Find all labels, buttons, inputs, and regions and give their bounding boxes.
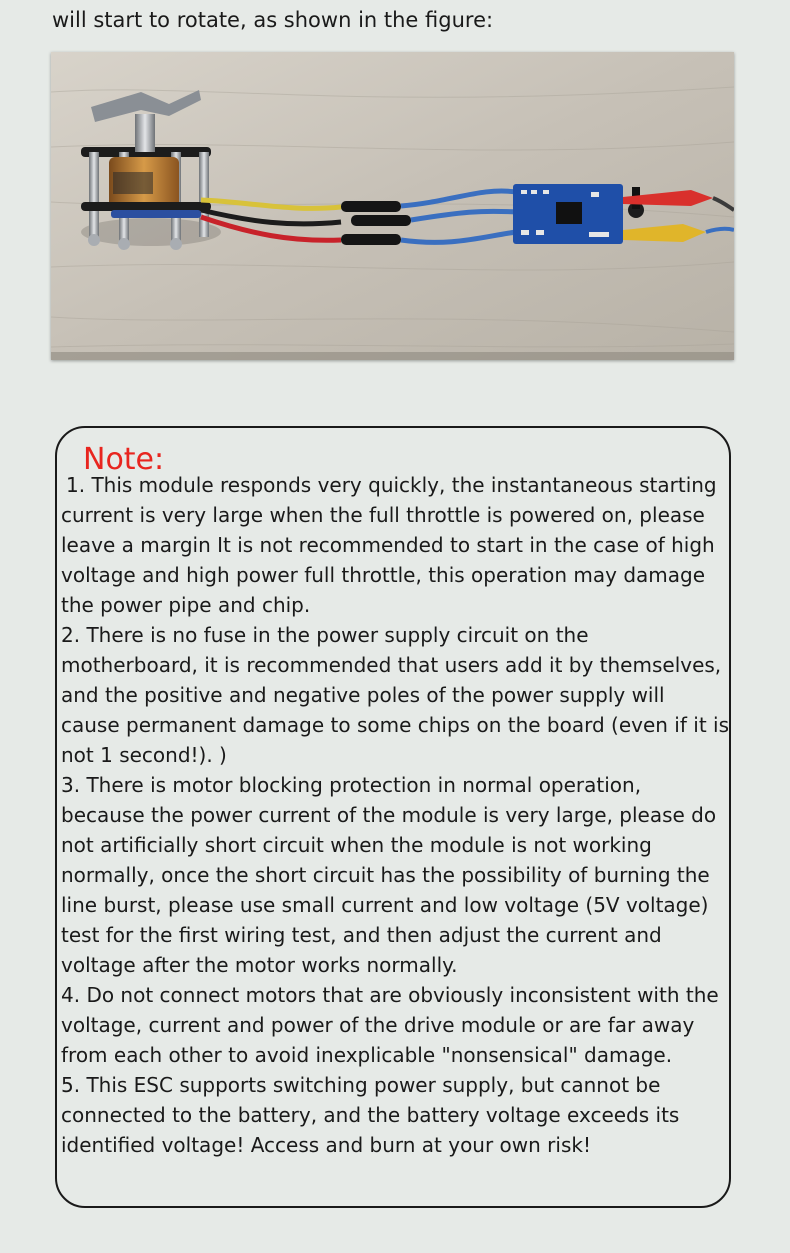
motor-esc-wiring-illustration	[51, 52, 734, 360]
note-item-2: 2. There is no fuse in the power supply circuit on the motherboard, it is recommended that users add it by themselves, and the positive and negative poles of the power supply will cause permanent damage to some chips on the board (even if it is not 1 second!). )	[61, 623, 729, 767]
note-item-5: 5. This ESC supports switching power supply, but cannot be connected to the battery, and the battery voltage exceeds its identified voltage! Access and burn at your own risk!	[61, 1073, 680, 1157]
note-item-3: 3. There is motor blocking protection in normal operation, because the power current of the module is very large, please do not artificially short circuit when the module is not working normally, once the short circuit has the possibility of burning the line burst, please use small current and low voltage (5V voltage) test for the first wiring test, and then adjust the current and voltage after the motor works normally.	[61, 773, 717, 977]
note-item-4: 4. Do not connect motors that are obviously inconsistent with the voltage, current and power of the drive module or are far away from each other to avoid inexplicable "nonsensical" damage.	[61, 983, 719, 1067]
table-edge	[51, 352, 734, 360]
intro-text: will start to rotate, as shown in the figure:	[52, 8, 494, 32]
product-photo	[51, 52, 734, 360]
note-title: Note:	[83, 442, 165, 477]
note-list	[61, 470, 729, 1160]
note-item-1: 1. This module responds very quickly, the instantaneous starting current is very large when the full throttle is powered on, please leave a margin It is not recommended to start in the case of high voltage and high power full throttle, this operation may damage the power pipe and chip.	[61, 473, 717, 617]
